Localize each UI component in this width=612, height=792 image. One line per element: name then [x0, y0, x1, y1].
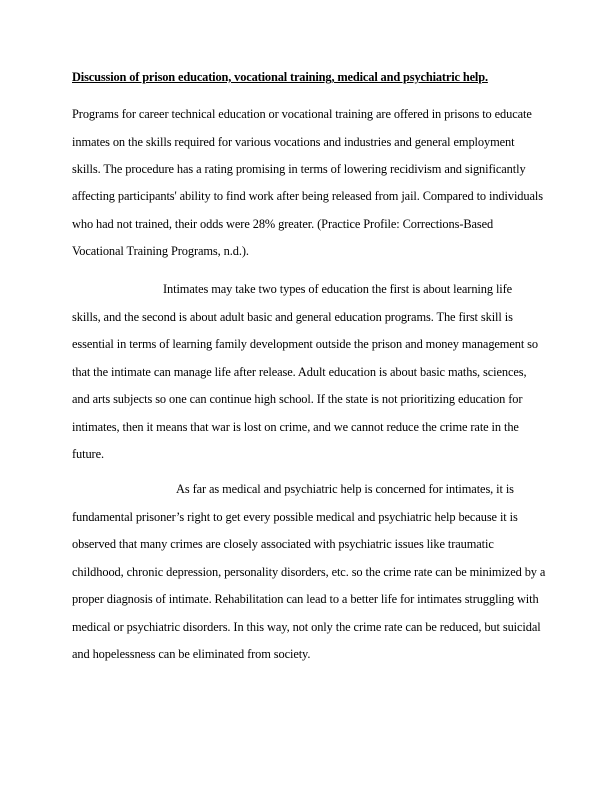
paragraph-line: childhood, chronic depression, personality disorders, etc. so the crime rate can be minimized by a — [72, 565, 546, 579]
paragraph-line: Programs for career technical education or vocational training are offered in prisons to educate — [72, 107, 532, 121]
paragraph-line: affecting participants' ability to find work after being released from jail. Compared to individuals — [72, 189, 543, 203]
paragraph-line: essential in terms of learning family development outside the prison and money management so — [72, 337, 539, 351]
paragraph-line: and hopelessness can be eliminated from society. — [72, 647, 311, 661]
paragraph-line: intimates, then it means that war is lost on crime, and we cannot reduce the crime rate in the — [72, 420, 519, 434]
paragraph-line: proper diagnosis of intimate. Rehabilitation can lead to a better life for intimates struggling with — [72, 592, 539, 606]
paragraph-line: skills, and the second is about adult basic and general education programs. The first skill is — [72, 310, 513, 324]
paragraph-line: observed that many crimes are closely associated with psychiatric issues like traumatic — [72, 537, 494, 551]
paragraph-line: Intimates may take two types of education the first is about learning life — [163, 282, 513, 296]
paragraph-line: who had not trained, their odds were 28% greater. (Practice Profile: Corrections-Based — [72, 217, 494, 231]
paragraph-line: fundamental prisoner’s right to get every possible medical and psychiatric help because it is — [72, 510, 518, 524]
paragraph-line: skills. The procedure has a rating promising in terms of lowering recidivism and significantly — [72, 162, 526, 176]
paragraph-line: that the intimate can manage life after release. Adult education is about basic maths, sciences, — [72, 365, 527, 379]
document-title: Discussion of prison education, vocational training, medical and psychiatric help. — [72, 70, 488, 84]
paragraph-line: and arts subjects so one can continue high school. If the state is not prioritizing education for — [72, 392, 523, 406]
paragraph-line: As far as medical and psychiatric help is concerned for intimates, it is — [176, 482, 514, 496]
paragraph-line: future. — [72, 447, 104, 461]
paragraph-line: Vocational Training Programs, n.d.). — [72, 244, 249, 258]
paragraph-line: medical or psychiatric disorders. In this way, not only the crime rate can be reduced, but suicidal — [72, 620, 541, 634]
paragraph-line: inmates on the skills required for various vocations and industries and general employment — [72, 135, 515, 149]
